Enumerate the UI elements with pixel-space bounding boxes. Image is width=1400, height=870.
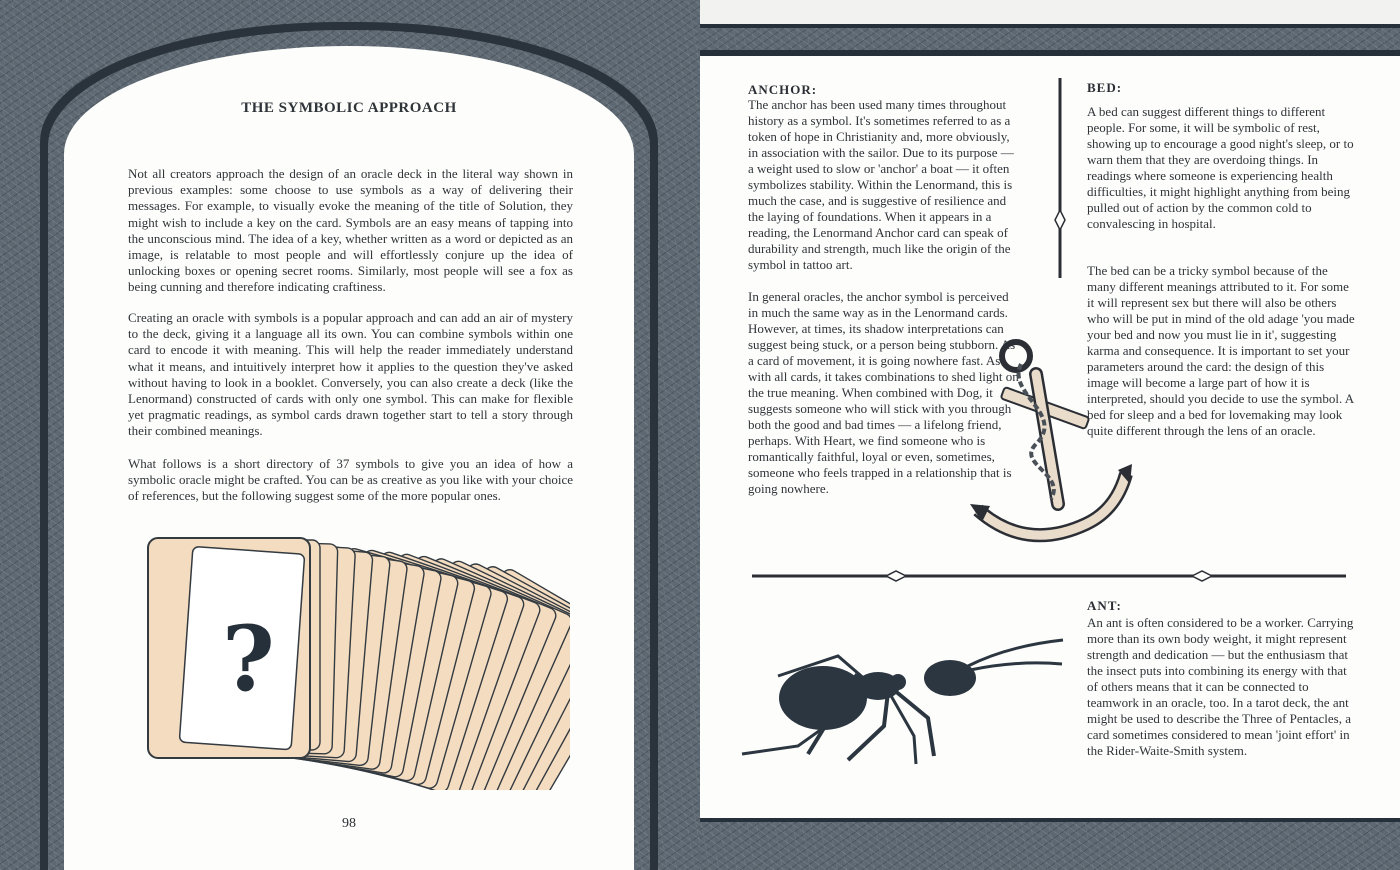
body-paragraph-symbols: Creating an oracle with symbols is a popular approach and can add an air of mystery to the deck, giving it a language all its own. You can combine symbols within one card to encode it with meaning. This will help the reader immediately understand what it means, and intuitively interpret how it applies to the question they've asked without having to look in a booklet. Conversely, you can also create a deck (like the Lenormand) constructed of cards with only one symbol. This can make for flexible yet pragmatic readings, as symbol cards drawn together start to tell a story through their combined meanings.	[128, 310, 573, 439]
bed-paragraph-tricky: The bed can be a tricky symbol because of the many different meanings attributed to it. For some it will represent sex but there will also be others who will be put in mind of the old adage 'you made your bed and now you must lie in it', suggesting karma and consequence. It is important to set your parameters around the card: the design of this image will become a large part of how it is interpreted, should you decide to use the symbol. A bed for sleep and a bed for lovemaking may look quite different through the lens of an oracle.	[1087, 263, 1355, 438]
horizontal-divider	[752, 566, 1346, 586]
ant-heading: ANT:	[1087, 598, 1122, 613]
bed-paragraph-meaning: A bed can suggest different things to different people. For some, it will be symbolic of rest, showing up to encourage a good night's sleep, or to warn them that they are overdoing things. In readings where someone is experiencing health difficulties, it might highlight anything from being pulled out of action by the common cold to convalescing in hospital.	[1087, 104, 1354, 231]
anchor-illustration-icon	[966, 334, 1136, 554]
vertical-divider	[1050, 78, 1070, 278]
anchor-paragraph-general: In general oracles, the anchor symbol is perceived in much the same way as in the Lenormand cards. However, at times, its shadow interpretations can suggest being stuck, or a person being stubborn. As a card of movement, it is going nowhere fast. As with all cards, it takes combinations to shed light on the true meaning. When combined with Dog, it suggests someone who will stick with you through both the good and bad times — a lifelong friend, perhaps. With Heart, we find someone who is romantically faithful, loyal or even, sometimes, someone who feels trapped in a relationship that is going nowhere.	[748, 289, 1019, 496]
body-paragraph-directory: What follows is a short directory of 37 symbols to give you an idea of how a symbolic oracle might be crafted. You can be as creative as you like with your choice of references, but the following suggest some of the more popular ones.	[128, 456, 573, 504]
diamond-divider-icon	[1192, 571, 1212, 581]
page-number: 98	[342, 816, 356, 831]
card-fan-illustration	[140, 520, 570, 790]
top-border-pattern	[700, 28, 1400, 50]
diamond-divider-icon	[886, 571, 906, 581]
ant-illustration-icon	[738, 636, 1068, 766]
front-card	[148, 538, 310, 758]
anchor-heading: ANCHOR:	[748, 82, 818, 97]
page-title: THE SYMBOLIC APPROACH	[241, 100, 457, 116]
bed-heading: BED:	[1087, 80, 1123, 95]
bottom-border-pattern	[700, 822, 1400, 870]
question-mark-icon: ?	[222, 606, 275, 712]
diamond-divider-icon	[1055, 210, 1065, 230]
ant-paragraph: An ant is often considered to be a worker. Carrying more than its own body weight, it might represent strength and dedication — but the enthusiasm that the insect puts into combining its energy with that of others means that it can be connected to teamwork in an oracle, too. In a tarot deck, the ant might be used to describe the Three of Pentacles, a card sometimes considered to mean 'joint effort' in the Rider-Waite-Smith system.	[1087, 615, 1354, 758]
intro-paragraph: Not all creators approach the design of an oracle deck in the literal way shown in previous examples: some choose to use symbols as a way of delivering their messages. For example, to visually evoke the meaning of the title of Solution, they might wish to include a key on the card. Symbols are an easy means of tapping into the unconscious mind. The idea of a key, whether written as a word or depicted as an image, is relatable to most people and will effortlessly conjure up the idea of unlocking boxes or opening secret rooms. Similarly, most people will see a fox as being cunning and therefore indicating craftiness.	[128, 166, 573, 295]
anchor-paragraph-history: The anchor has been used many times throughout history as a symbol. It's sometimes referred to as a token of hope in Christianity and, more obviously, in association with the sailor. Due to its purpose — a weight used to slow or 'anchor' a boat — it often symbolizes stability. Within the Lenormand, this is much the case, and is suggestive of resilience and the laying of foundations. When it appears in a reading, the Lenormand Anchor card can speak of durability and strength, much like the origin of the symbol in tattoo art.	[748, 97, 1014, 272]
